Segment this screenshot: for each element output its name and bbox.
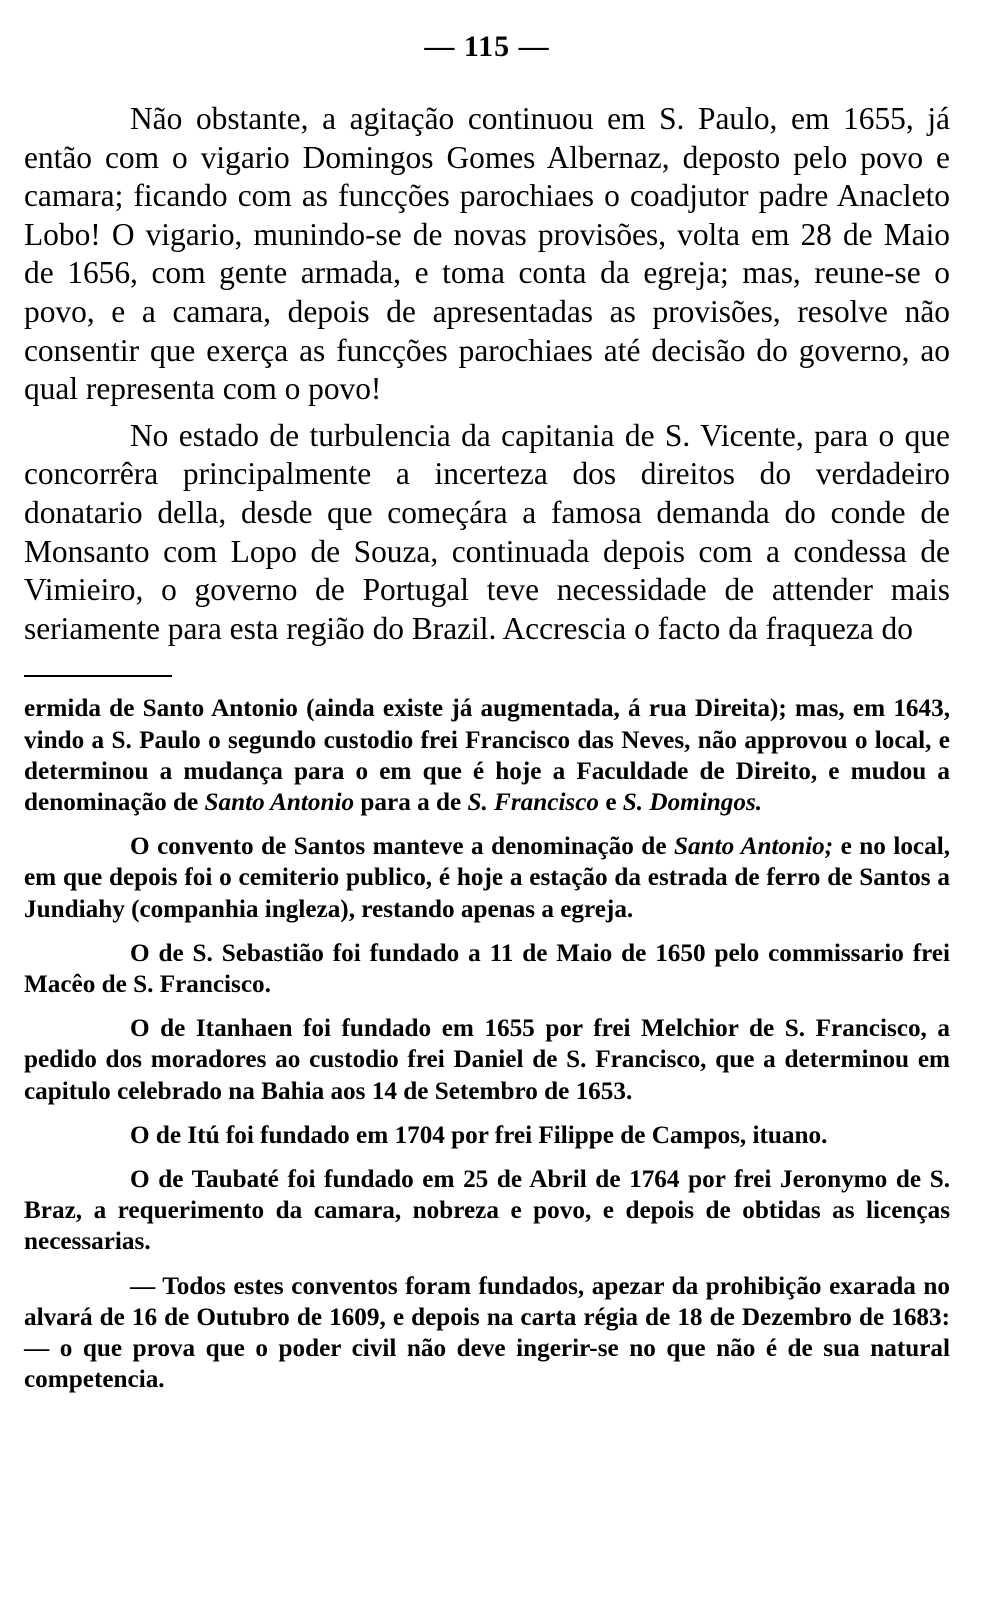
footnote-text: O convento de Santos manteve a denominação de [130, 833, 667, 861]
footnote-paragraph: — Todos estes conventos foram fundados, apezar da prohibição exarada no alvará de 16 de Outubro de 1609, e depois na carta régia de 18 de Dezembro de 1683: — o que prova que o poder civil não deve ingerir-se no que não é de sua natural competencia. [24, 1272, 950, 1394]
footnote-paragraph: O de Itú foi fundado em 1704 por frei Filippe de Campos, ituano. [130, 1121, 828, 1149]
footnote-text: para a de [360, 788, 462, 816]
footnote-text: e [605, 788, 617, 816]
emphasis: Santo Antonio [204, 788, 355, 816]
paragraph: No estado de turbulencia da capitania de S. Vicente, para o que concorrêra principalmente a incerteza dos direitos do verdadeiro donatario della, desde que começára a famosa demanda do conde de Monsanto com Lopo de Souza, continuada depois com a condessa de Vimieiro, o governo de Portugal teve necessidade de attender mais seriamente para esta região do Brazil. Accrescia o facto da fraqueza do [24, 417, 950, 646]
footnotes [24, 693, 950, 1395]
footnote-paragraph: O de S. Sebastião foi fundado a 11 de Maio de 1650 pelo commissario frei Macêo de S. Francisco. [24, 939, 950, 998]
emphasis: S. Francisco [467, 788, 600, 816]
paragraph: Não obstante, a agitação continuou em S. Paulo, em 1655, já então com o vigario Domingos Gomes Albernaz, deposto pelo povo e camara; ficando com as funcções parochiaes o coadjutor padre Anacleto Lobo! O vigario, munindo-se de novas provisões, volta em 28 de Maio de 1656, com gente armada, e toma conta da egreja; mas, reune-se o povo, e a camara, depois de apresentadas as provisões, resolve não consentir que exerça as funcções parochiaes até decisão do governo, ao qual representa com o povo! [24, 101, 950, 407]
page [24, 30, 950, 1395]
footnote-text: e no local, em que depois foi o cemiterio publico, é hoje a estação da estrada de ferro de Santos a Jundiahy (companhia ingleza), restando apenas a egreja. [24, 833, 951, 923]
footnote-continuation [24, 693, 950, 818]
footnote-paragraph [24, 831, 950, 925]
footnote-paragraph: O de Itanhaen foi fundado em 1655 por frei Melchior de S. Francisco, a pedido dos moradores ao custodio frei Daniel de S. Francisco, que a determinou em capitulo celebrado na Bahia aos 14 de Setembro de 1653. [24, 1015, 950, 1105]
page-number: — 115 — [424, 30, 550, 63]
footnote-text: ermida de Santo Antonio (ainda existe já augmentada, á rua Direita); mas, em 1643, vindo a S. Paulo o segundo custodio frei Francisco das Neves, não approvou o local, e determinou a mudança para o em que é hoje a Faculdade de Direito, e mudou a denominação de [24, 695, 950, 816]
emphasis: S. Domingos. [622, 788, 763, 816]
emphasis: Santo Antonio; [673, 833, 834, 861]
main-text [24, 100, 950, 648]
footnote-paragraph: O de Taubaté foi fundado em 25 de Abril de 1764 por frei Jeronymo de S. Braz, a requerimento da camara, nobreza e povo, e depois de obtidas as licenças necessarias. [24, 1165, 950, 1256]
footnote-separator [24, 675, 172, 677]
